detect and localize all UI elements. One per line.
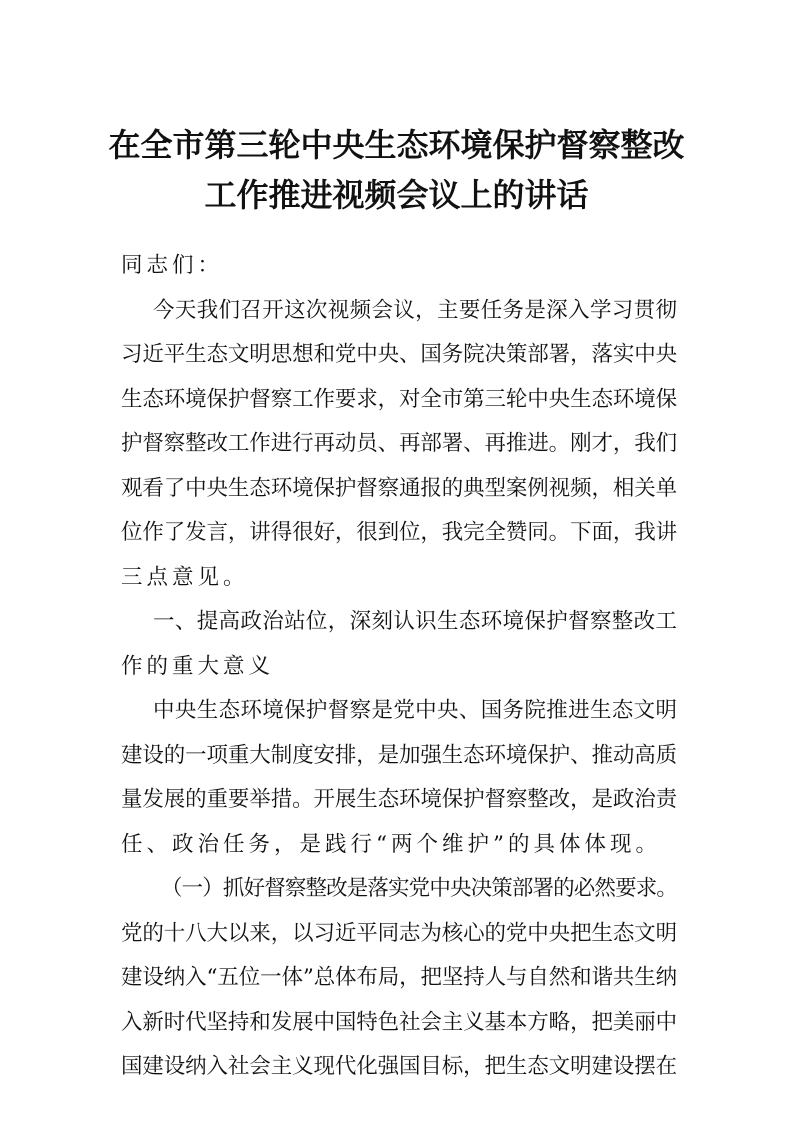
section-heading: 一、提高政治站位，深刻认识生态环境保护督察整改工: [153, 609, 677, 634]
body-line: 国建设纳入社会主义现代化强国目标，把生态文明建设摆在: [121, 1054, 677, 1079]
body-line: 入新时代坚持和发展中国特色社会主义基本方略，把美丽中: [121, 1009, 677, 1035]
body-line: 位作了发言，讲得很好，很到位，我完全赞同。下面，我讲: [121, 520, 677, 545]
document-title-line-2: 工作推进视频会议上的讲话: [204, 176, 589, 214]
salutation: 同志们：: [121, 253, 224, 278]
body-line: 生态环境保护督察工作要求，对全市第三轮中央生态环境保: [121, 386, 677, 412]
body-line: 量发展的重要举措。开展生态环境保护督察整改，是政治责: [121, 787, 677, 812]
body-line: 今天我们召开这次视频会议，主要任务是深入学习贯彻: [153, 297, 677, 323]
subsection-heading: （一）抓好督察整改是落实党中央决策部署的必然要求。: [161, 876, 677, 901]
section-heading: 作的重大意义: [121, 653, 275, 679]
body-line: 护督察整改工作进行再动员、再部署、再推进。刚才，我们: [121, 431, 677, 456]
body-line: 三点意见。: [121, 564, 249, 590]
body-line: 建设纳入“五位一体”总体布局，把坚持人与自然和谐共生纳: [121, 965, 677, 990]
document-title-line-1: 在全市第三轮中央生态环境保护督察整改: [108, 126, 685, 164]
body-line: 习近平生态文明思想和党中央、国务院决策部署，落实中央: [121, 342, 677, 367]
body-line: 任、政治任务，是践行“两个维护”的具体体现。: [121, 831, 661, 857]
body-line: 中央生态环境保护督察是党中央、国务院推进生态文明: [153, 698, 677, 723]
body-line: 建设的一项重大制度安排，是加强生态环境保护、推动高质: [121, 742, 677, 768]
document-body: [121, 244, 677, 1090]
body-line: 观看了中央生态环境保护督察通报的典型案例视频，相关单: [121, 475, 677, 501]
body-line: 党的十八大以来，以习近平同志为核心的党中央把生态文明: [121, 920, 677, 946]
